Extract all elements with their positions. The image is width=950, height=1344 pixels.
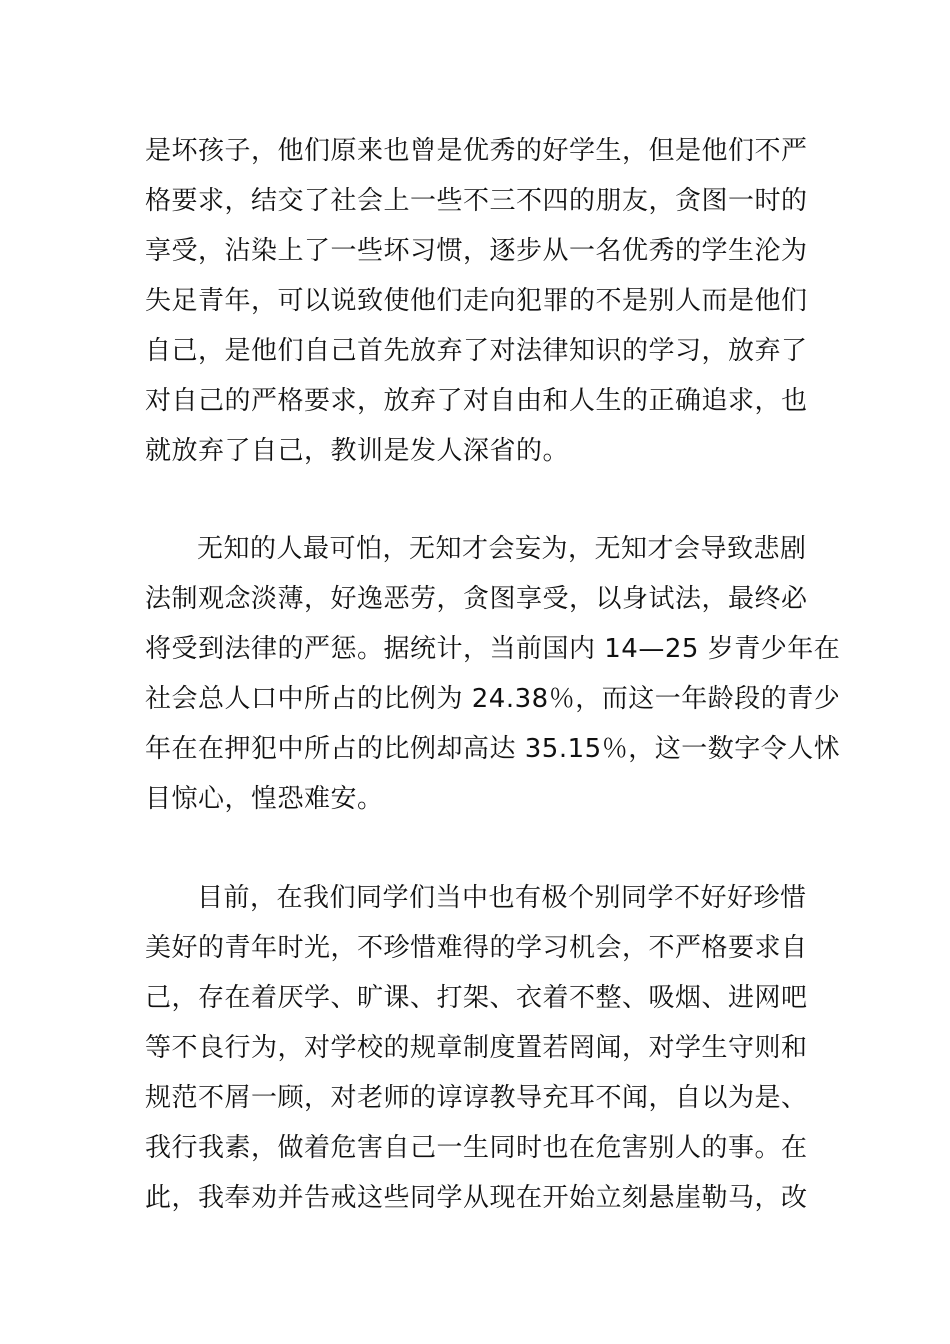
text-line: 社会总人口中所占的比例为 24.38％，而这一年龄段的青少: [145, 684, 841, 714]
text-line: 我行我素，做着危害自己一生同时也在危害别人的事。在: [145, 1133, 808, 1163]
text-line: 就放弃了自己，教训是发人深省的。: [145, 436, 570, 466]
paragraph-3: [145, 873, 813, 1223]
text-line: 自己，是他们自己首先放弃了对法律知识的学习，放弃了: [145, 336, 808, 366]
text-line: 失足青年，可以说致使他们走向犯罪的不是别人而是他们: [145, 286, 808, 316]
text-line: 是坏孩子，他们原来也曾是优秀的好学生，但是他们不严: [145, 136, 808, 166]
text-line: 无知的人最可怕，无知才会妄为，无知才会导致悲剧: [197, 534, 807, 564]
text-line: 规范不屑一顾，对老师的谆谆教导充耳不闻，自以为是、: [145, 1083, 808, 1113]
text-line: 目惊心，惶恐难安。: [145, 784, 384, 814]
text-line: 对自己的严格要求，放弃了对自由和人生的正确追求，也: [145, 386, 808, 416]
text-line: 目前，在我们同学们当中也有极个别同学不好好珍惜: [197, 883, 807, 913]
text-line: 享受，沾染上了一些坏习惯，逐步从一名优秀的学生沦为: [145, 236, 808, 266]
text-line: 己，存在着厌学、旷课、打架、衣着不整、吸烟、进网吧: [145, 983, 808, 1013]
text-line: 将受到法律的严惩。据统计，当前国内 14—25 岁青少年在: [145, 634, 841, 664]
paragraph-2: [145, 524, 841, 824]
text-line: 美好的青年时光，不珍惜难得的学习机会，不严格要求自: [145, 933, 808, 963]
text-line: 年在在押犯中所占的比例却高达 35.15％，这一数字令人怵: [145, 734, 841, 764]
text-line: 格要求，结交了社会上一些不三不四的朋友，贪图一时的: [145, 186, 808, 216]
paragraph-1: [145, 126, 813, 476]
text-line: 此，我奉劝并告戒这些同学从现在开始立刻悬崖勒马，改: [145, 1183, 808, 1213]
text-line: 等不良行为，对学校的规章制度置若罔闻，对学生守则和: [145, 1033, 808, 1063]
text-line: 法制观念淡薄，好逸恶劳，贪图享受，以身试法，最终必: [145, 584, 808, 614]
